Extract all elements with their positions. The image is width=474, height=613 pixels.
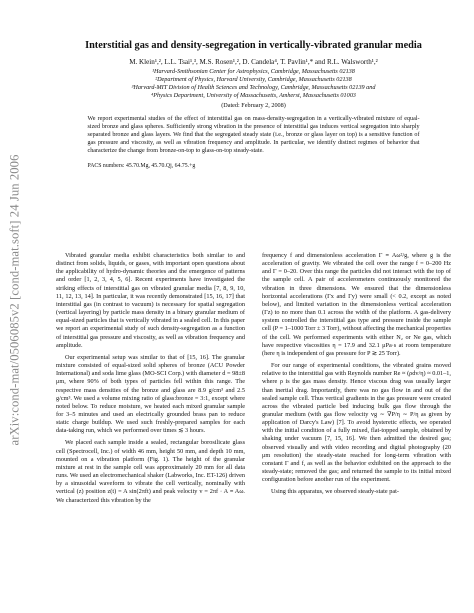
affiliations xyxy=(56,68,451,100)
paper-title: Interstitial gas and density-segregation in vertically-vibrated granular media xyxy=(85,40,422,51)
affiliation: ¹Harvard-Smithsonian Center for Astrophysics, Cambridge, Massachusetts 02138 xyxy=(152,68,355,75)
author-list: M. Klein¹,², L.L. Tsai¹,³, M.S. Rosen¹,², D. Candela⁴, T. Pavlin¹,* and R.L. Walsworth¹,² xyxy=(129,58,378,66)
date-line: (Dated: February 2, 2008) xyxy=(221,102,286,109)
pacs-numbers: PACS numbers: 45.70.Mg, 45.70.Qj, 64.75.+g xyxy=(87,162,196,169)
arxiv-identifier: arXiv:cond-mat/0506085v2 [cond-mat.soft] 24 Jun 2006 xyxy=(7,154,22,446)
right-column xyxy=(262,252,451,509)
paragraph: For our range of experimental conditions, the vibrated grains moved relative to the interstitial gas with Reynolds number Re ≈ (ρdv/η) ≈ 0.01–1, where ρ is the gas mass density. Hence viscous drag was usually larger than inertial drag. Importantly, there was no gas flow in and out of the sealed sample cell. Thus vertical gradients in the gas pressure were created across the vibrated particle bed inducing bulk gas flow through the granular medium (with gas flow velocity vg ∼ ∇P/η ∼ P/η as given by application of Darcy's Law) [7]. To avoid hysteretic effects, we operated with the initial condition of a fully mixed, flat-topped sample, obtained by shaking under vacuum [7, 15, 16]. We then admitted the desired gas; observed visually and with video recording and digital photography (20 μm resolution) the steady-state reached for long-term vibration with constant Γ and f, as well as the behavior exhibited on the approach to the steady-state; removed the gas; and returned the sample to its initial mixed configuration before another run of the experiment. xyxy=(262,362,451,484)
paragraph: Using this apparatus, we observed steady-state pat- xyxy=(271,488,399,496)
paper-header xyxy=(56,40,451,169)
affiliation: ³Harvard-MIT Division of Health Sciences and Technology, Cambridge, Massachusetts 02139 and xyxy=(131,84,376,91)
paragraph: We placed each sample inside a sealed, rectangular borosilicate glass cell (Spectrocell, Inc.) of width 46 mm, height 50 mm, and depth 10 mm, mounted on a vibration platform (Fig. 1). The height of the granular mixture at rest in the sample cell was approximately 20 mm for all data runs. We used an electromechanical shaker (Labworks, Inc. ET-126) driven by a sinusoidal waveform to vibrate the cell vertically, nominally with vertical (z) position z(t) = A sin(2πft) and peak velocity v = 2πf · A ≡ Aω. We characterized this vibration by the xyxy=(56,439,245,504)
abstract: We report experimental studies of the effect of interstitial gas on mass-density-segregation in a vertically-vibrated mixture of equal-sized bronze and glass spheres. Sufficiently strong vibration in the presence of interstitial gas induces vertical segregation into sharply separated bronze and glass layers. We find that the segregated steady state (i.e., bronze or glass layer on top) is a sensitive function of gas pressure and viscosity, as well as vibration frequency and amplitude. In particular, we identify distinct regimes of behavior that characterize the change from bronze-on-top to glass-on-top steady-state. xyxy=(87,116,420,154)
body-columns xyxy=(56,252,451,509)
paragraph: Vibrated granular media exhibit characteristics both similar to and distinct from solids, liquids, or gases, with important open questions about the applicability of hydro-dynamic theories and the emergence of patterns and order [1, 2, 3, 4, 5, 6]. Recent experiments have investigated the striking effects of interstitial gas on vibrated granular media [7, 8, 9, 10, 11, 12, 13, 14]. In particular, it was recently demonstrated [15, 16, 17] that interstitial gas (in contrast to vacuum) is necessary for spatial segregation (vertical layering) by particle mass density in a binary granular medium of equal-sized particles that is vertically vibrated in a sealed cell. In this paper we report an experimental study of such density-segregation as a function of interstitial gas pressure and viscosity, as well as vibration frequency and amplitude. xyxy=(56,252,245,349)
paragraph: Our experimental setup was similar to that of [15, 16]. The granular mixture consisted of equal-sized solid spheres of bronze (ACU Powder International) and soda lime glass (MO-SCI Corp.) with diameter d = 98±8 μm, where 90% of both types of particles fell within this range. The respective mass densities of the bronze and glass are 8.9 g/cm³ and 2.5 g/cm³. We used a volume mixing ratio of glass:bronze = 3:1, except where noted below. To reduce moisture, we heated each mixed granular sample for 3–5 minutes and used an electrically grounded brass pan to reduce static charge buildup. We used such freshly-prepared samples for each data-taking run, which we performed over times ≲ 3 hours. xyxy=(56,353,245,435)
arxiv-sidebar xyxy=(2,120,28,480)
left-column xyxy=(56,252,245,509)
affiliation: ²Department of Physics, Harvard University, Cambridge, Massachusetts 02138 xyxy=(155,76,352,83)
paragraph: frequency f and dimensionless acceleration Γ ≡ Aω²/g, where g is the acceleration of gravity. We vibrated the cell over the range f = 0–200 Hz and Γ = 0–20. Over this range the particles did not interact with the top of the sample cell. A pair of accelerometers continuously monitored the vibration in three dimensions. We ensured that the dimensionless horizontal accelerations (Γx and Γy) were small (< 0.2, except as noted below), and limited variation in the dimensionless vertical acceleration (Γz) to no more than 0.1 across the width of the platform. A gas-delivery system controlled the interstitial gas type and pressure inside the sample cell (P = 1–1000 Torr ± 3 Torr), without affecting the mechanical properties of the cell. We performed experiments with either N₂ or Ne gas, which have respective viscosities η = 17.9 and 32.1 μPa·s at room temperature (here η is independent of gas pressure for P ≳ 25 Torr). xyxy=(262,252,451,357)
affiliation: ⁴Physics Department, University of Massachusetts, Amherst, Massachusetts 01003 xyxy=(151,92,356,99)
